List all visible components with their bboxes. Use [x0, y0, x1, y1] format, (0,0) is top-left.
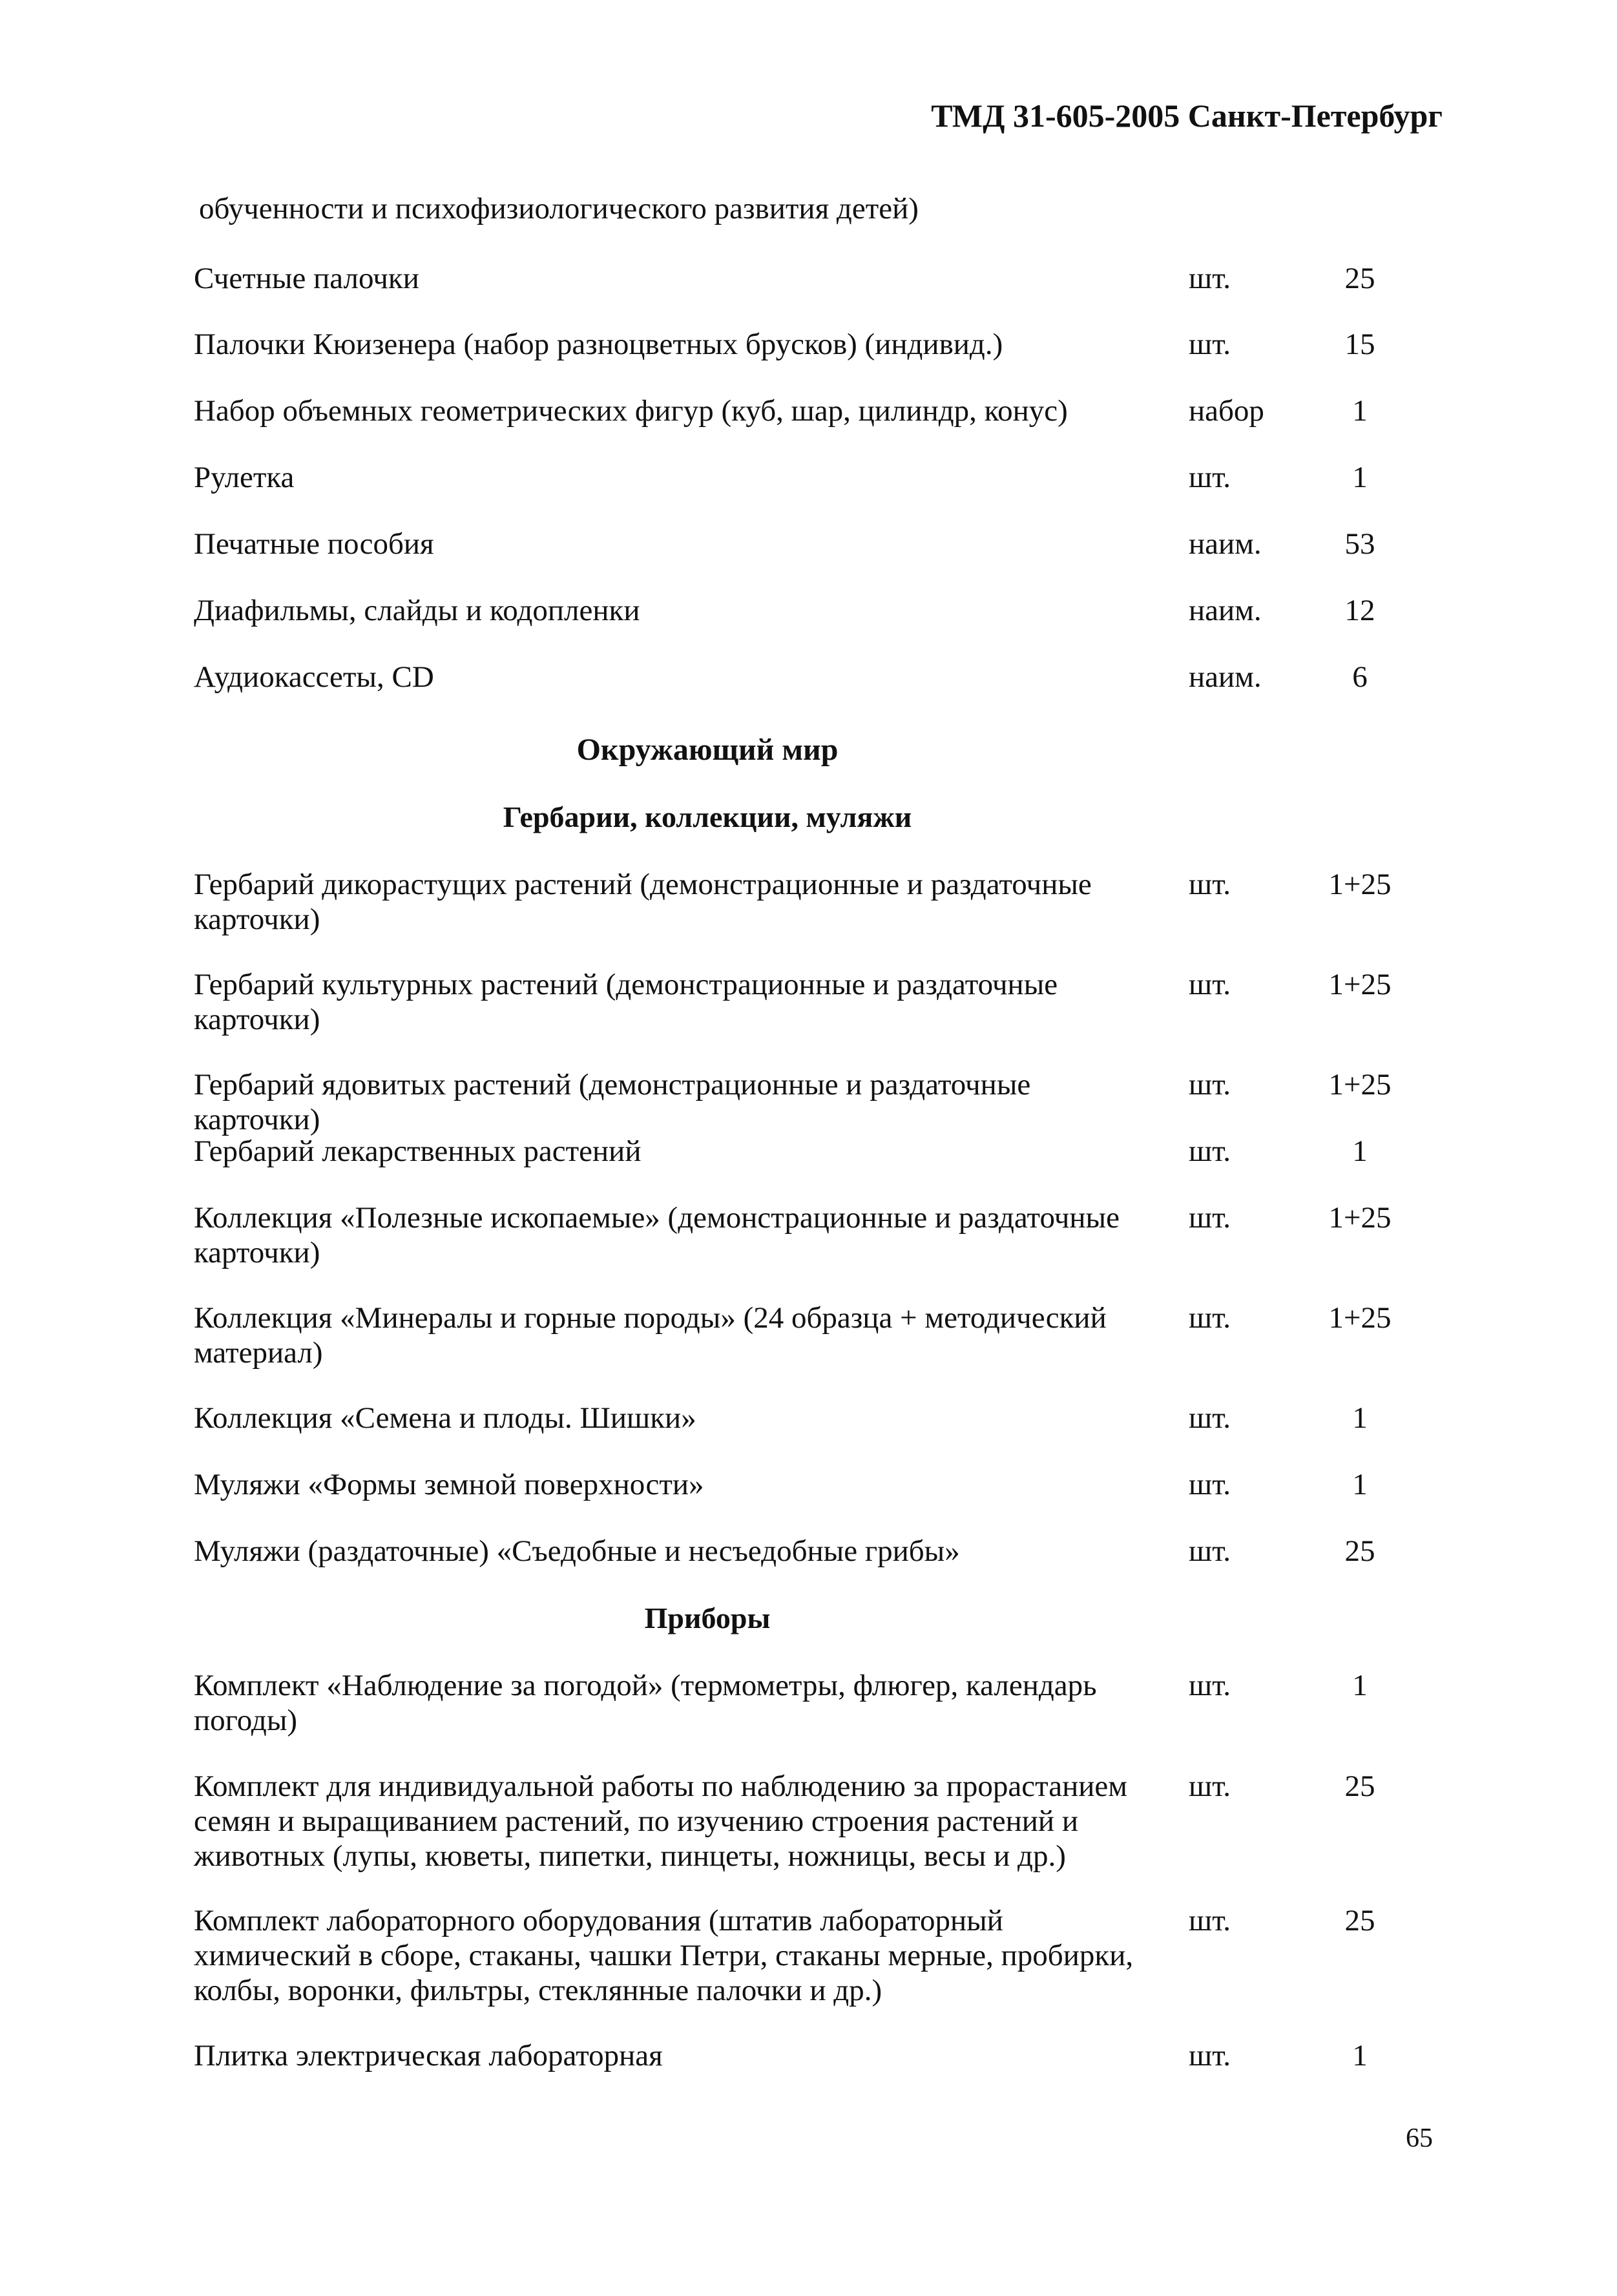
list-item — [194, 1300, 1408, 1370]
item-qty: 25 — [1344, 262, 1375, 295]
item-qty: 1+25 — [1328, 968, 1392, 1001]
item-qty: 1+25 — [1328, 1301, 1392, 1335]
item-name: Муляжи «Формы земной поверхности» — [194, 1468, 704, 1501]
page-number: 65 — [1406, 2124, 1433, 2153]
item-qty: 1 — [1352, 1669, 1368, 1702]
item-qty: 1+25 — [1328, 1068, 1392, 1101]
list-item — [194, 261, 1408, 296]
item-name: Комплект лабораторного оборудования (штатив лабораторный химический в сборе, стаканы, чашки Петри, стаканы мерные, пробирки, колбы, воронки, фильтры, стеклянные палочки и др.) — [194, 1904, 1134, 2007]
item-unit: наим. — [1189, 660, 1262, 694]
item-qty: 1 — [1352, 1468, 1368, 1501]
item-qty: 25 — [1344, 1904, 1375, 1937]
item-unit: шт. — [1189, 868, 1231, 901]
carryover-text: обученности и психофизиологического развития детей) — [199, 192, 919, 225]
item-qty: 1 — [1352, 461, 1368, 494]
item-unit: наим. — [1189, 594, 1262, 627]
item-name: Диафильмы, слайды и кодопленки — [194, 594, 640, 627]
item-name: Печатные пособия — [194, 527, 434, 561]
list-item — [194, 1401, 1408, 1435]
item-qty: 1 — [1352, 1401, 1368, 1435]
list-item — [194, 1200, 1408, 1270]
list-item — [194, 327, 1408, 362]
item-unit: шт. — [1189, 1201, 1231, 1235]
list-item — [194, 1467, 1408, 1502]
item-name: Муляжи (раздаточные) «Съедобные и несъедобные грибы» — [194, 1534, 960, 1568]
list-item — [194, 393, 1408, 428]
item-name: Комплект для индивидуальной работы по наблюдению за прорастанием семян и выращиванием растений, по изучению строения растений и животных (лупы, кюветы, пипетки, пинцеты, ножницы, весы и др.) — [194, 1769, 1128, 1873]
item-unit: шт. — [1189, 1904, 1231, 1937]
item-name: Коллекция «Полезные ископаемые» (демонстрационные и раздаточные карточки) — [194, 1201, 1120, 1269]
item-name: Гербарий лекарственных растений — [194, 1134, 642, 1168]
item-name: Гербарий ядовитых растений (демонстрационные и раздаточные карточки) — [194, 1068, 1031, 1136]
list-item — [194, 527, 1408, 561]
list-item — [194, 1134, 1408, 1169]
item-qty: 1 — [1352, 394, 1368, 428]
item-qty: 1 — [1352, 2039, 1368, 2072]
item-unit: шт. — [1189, 1769, 1231, 1803]
list-item — [194, 2038, 1408, 2073]
list-item — [194, 460, 1408, 495]
item-qty: 25 — [1344, 1769, 1375, 1803]
item-unit: наим. — [1189, 527, 1262, 561]
item-unit: шт. — [1189, 1468, 1231, 1501]
item-unit: набор — [1189, 394, 1264, 428]
item-qty: 1 — [1352, 1134, 1368, 1168]
item-name: Гербарий дикорастущих растений (демонстрационные и раздаточные карточки) — [194, 868, 1092, 936]
item-unit: шт. — [1189, 1534, 1231, 1568]
item-qty: 25 — [1344, 1534, 1375, 1568]
document-header: ТМД 31-605-2005 Санкт-Петербург — [931, 98, 1443, 134]
subsection-title: Гербарии, коллекции, муляжи — [503, 800, 912, 833]
item-qty: 12 — [1344, 594, 1375, 627]
item-qty: 15 — [1344, 328, 1375, 361]
list-item — [194, 593, 1408, 628]
item-unit: шт. — [1189, 461, 1231, 494]
subsection-title: Приборы — [644, 1602, 771, 1634]
item-unit: шт. — [1189, 2039, 1231, 2072]
list-item — [194, 1067, 1408, 1137]
item-name: Коллекция «Семена и плоды. Шишки» — [194, 1401, 696, 1435]
item-unit: шт. — [1189, 328, 1231, 361]
section-title: Окружающий мир — [576, 733, 839, 767]
item-name: Счетные палочки — [194, 262, 419, 295]
item-qty: 1+25 — [1328, 868, 1392, 901]
item-name: Палочки Кюизенера (набор разноцветных брусков) (индивид.) — [194, 328, 1003, 361]
list-item — [194, 1903, 1408, 2008]
item-name: Коллекция «Минералы и горные породы» (24 образца + методический материал) — [194, 1301, 1107, 1370]
item-qty: 1+25 — [1328, 1201, 1392, 1235]
list-item — [194, 1668, 1408, 1738]
item-name: Набор объемных геометрических фигур (куб, шар, цилиндр, конус) — [194, 394, 1068, 428]
item-unit: шт. — [1189, 1669, 1231, 1702]
item-name: Комплект «Наблюдение за погодой» (термометры, флюгер, календарь погоды) — [194, 1669, 1097, 1737]
item-unit: шт. — [1189, 968, 1231, 1001]
list-item — [194, 660, 1408, 694]
list-item — [194, 967, 1408, 1037]
item-name: Рулетка — [194, 461, 295, 494]
item-unit: шт. — [1189, 1134, 1231, 1168]
item-name: Гербарий культурных растений (демонстрационные и раздаточные карточки) — [194, 968, 1058, 1036]
list-item — [194, 1769, 1408, 1873]
item-unit: шт. — [1189, 262, 1231, 295]
list-item — [194, 1534, 1408, 1569]
item-name: Плитка электрическая лабораторная — [194, 2039, 663, 2072]
item-unit: шт. — [1189, 1401, 1231, 1435]
item-name: Аудиокассеты, CD — [194, 660, 434, 694]
item-unit: шт. — [1189, 1068, 1231, 1101]
item-qty: 6 — [1352, 660, 1368, 694]
list-item — [194, 867, 1408, 937]
item-unit: шт. — [1189, 1301, 1231, 1335]
item-qty: 53 — [1344, 527, 1375, 561]
